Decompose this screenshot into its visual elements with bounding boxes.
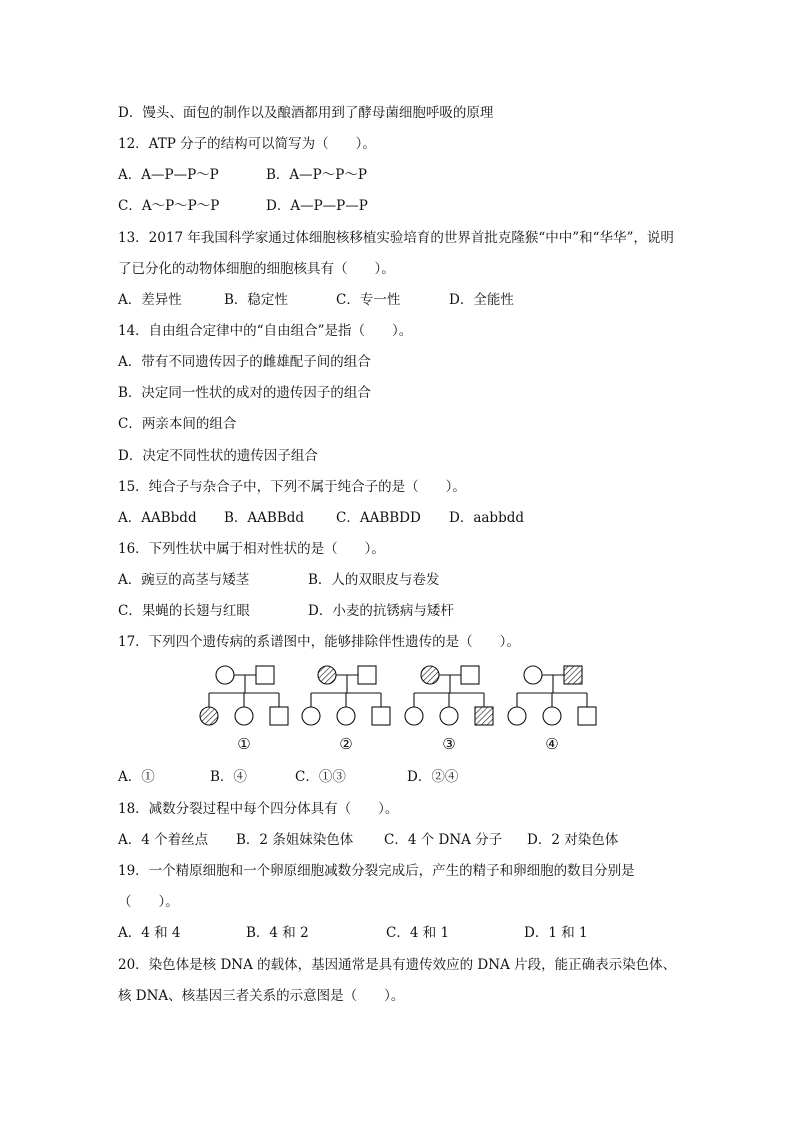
child-affected-male-3	[475, 707, 493, 725]
q15-option-b: B．AABBdd	[224, 510, 305, 526]
pedigree-figure	[195, 660, 615, 760]
child-female-1	[235, 707, 253, 725]
q16-option-a: A．豌豆的高茎与矮茎	[118, 572, 250, 588]
q20-stem-line1: 20．染色体是核 DNA 的载体，基因通常是具有遗传效应的 DNA 片段，能正确表示染色体、	[118, 957, 677, 973]
q17-option-b: B．④	[210, 769, 247, 785]
parent-male-1	[256, 666, 274, 684]
q12-option-b: B．A—P～P～P	[266, 167, 367, 183]
parent-female-4	[524, 666, 542, 684]
q19-option-a: A．4 和 4	[118, 925, 181, 941]
q14-option-b: B．决定同一性状的成对的遗传因子的组合	[118, 385, 371, 401]
q14-option-d: D．决定不同性状的遗传因子组合	[118, 448, 318, 464]
q18-option-c: C．4 个 DNA 分子	[384, 832, 503, 848]
child-male-2	[372, 707, 390, 725]
q15-stem: 15．纯合子与杂合子中，下列不属于纯合子的是（ ）。	[118, 479, 466, 495]
q16-option-c: C．果蝇的长翅与红眼	[118, 603, 250, 619]
child-female-3b	[440, 707, 458, 725]
q11-option-d: D．馒头、面包的制作以及酿酒都用到了酵母菌细胞呼吸的原理	[118, 105, 494, 121]
q16-option-d: D．小麦的抗锈病与矮杆	[308, 603, 454, 619]
q19-option-d: D．1 和 1	[524, 925, 588, 941]
q12-option-c: C．A～P～P～P	[118, 198, 220, 214]
q13-option-a: A．差异性	[118, 292, 182, 308]
q18-option-b: B．2 条姐妹染色体	[236, 832, 354, 848]
q13-stem-line2: 了已分化的动物体细胞的细胞核具有（ ）。	[118, 261, 395, 277]
q19-stem-line2: （ ）。	[118, 894, 179, 910]
pedigree-label-2: ②	[339, 735, 353, 753]
child-male-4	[578, 707, 596, 725]
q16-stem: 16．下列性状中属于相对性状的是（ ）。	[118, 541, 385, 557]
child-female-3a	[405, 707, 423, 725]
q13-option-d: D．全能性	[449, 292, 514, 308]
q19-stem-line1: 19．一个精原细胞和一个卵原细胞减数分裂完成后，产生的精子和卵细胞的数目分别是	[118, 863, 635, 879]
q15-option-a: A．AABbdd	[118, 510, 197, 526]
q20-stem-line2: 核 DNA、核基因三者关系的示意图是（ ）。	[118, 988, 405, 1004]
pedigree-2	[302, 666, 390, 725]
child-male-1	[270, 707, 288, 725]
pedigree-label-3: ③	[442, 735, 456, 753]
q13-stem-line1: 13．2017 年我国科学家通过体细胞核移植实验培育的世界首批克隆猴“中中”和“华华”，说明	[118, 230, 674, 246]
pedigree-1	[200, 666, 288, 725]
q15-option-c: C．AABBDD	[336, 510, 421, 526]
parent-affected-female-3	[421, 666, 439, 684]
q13-option-c: C．专一性	[336, 292, 401, 308]
q17-stem: 17．下列四个遗传病的系谱图中，能够排除伴性遗传的是（ ）。	[118, 634, 520, 650]
child-female-4b	[543, 707, 561, 725]
parent-affected-female-2	[318, 666, 336, 684]
q17-option-c: C．①③	[295, 769, 346, 785]
pedigree-4	[508, 666, 596, 725]
child-affected-female-1	[200, 707, 218, 725]
q14-stem: 14．自由组合定律中的“自由组合”是指（ ）。	[118, 323, 413, 339]
q17-option-a: A．①	[118, 769, 155, 785]
q16-option-b: B．人的双眼皮与卷发	[308, 572, 440, 588]
child-female-4a	[508, 707, 526, 725]
q12-option-a: A．A—P—P～P	[118, 167, 219, 183]
parent-affected-male-4	[564, 666, 582, 684]
parent-female-1	[216, 666, 234, 684]
q14-option-a: A．带有不同遗传因子的雌雄配子间的组合	[118, 354, 371, 370]
q18-option-a: A．4 个着丝点	[118, 832, 209, 848]
parent-male-3	[461, 666, 479, 684]
q12-stem: 12．ATP 分子的结构可以简写为（ ）。	[118, 136, 376, 152]
q15-option-d: D．aabbdd	[449, 510, 524, 526]
q17-option-d: D．②④	[407, 769, 459, 785]
q19-option-b: B．4 和 2	[246, 925, 309, 941]
child-female-2b	[337, 707, 355, 725]
q18-stem: 18．减数分裂过程中每个四分体具有（ ）。	[118, 801, 399, 817]
pedigree-3	[405, 666, 493, 725]
q14-option-c: C．两亲本间的组合	[118, 416, 237, 432]
pedigree-label-1: ①	[237, 735, 251, 753]
child-female-2a	[302, 707, 320, 725]
q13-option-b: B．稳定性	[224, 292, 288, 308]
q19-option-c: C．4 和 1	[386, 925, 450, 941]
q18-option-d: D．2 对染色体	[527, 832, 619, 848]
q12-option-d: D．A—P—P—P	[266, 198, 368, 214]
parent-male-2	[358, 666, 376, 684]
pedigree-label-4: ④	[545, 735, 559, 753]
